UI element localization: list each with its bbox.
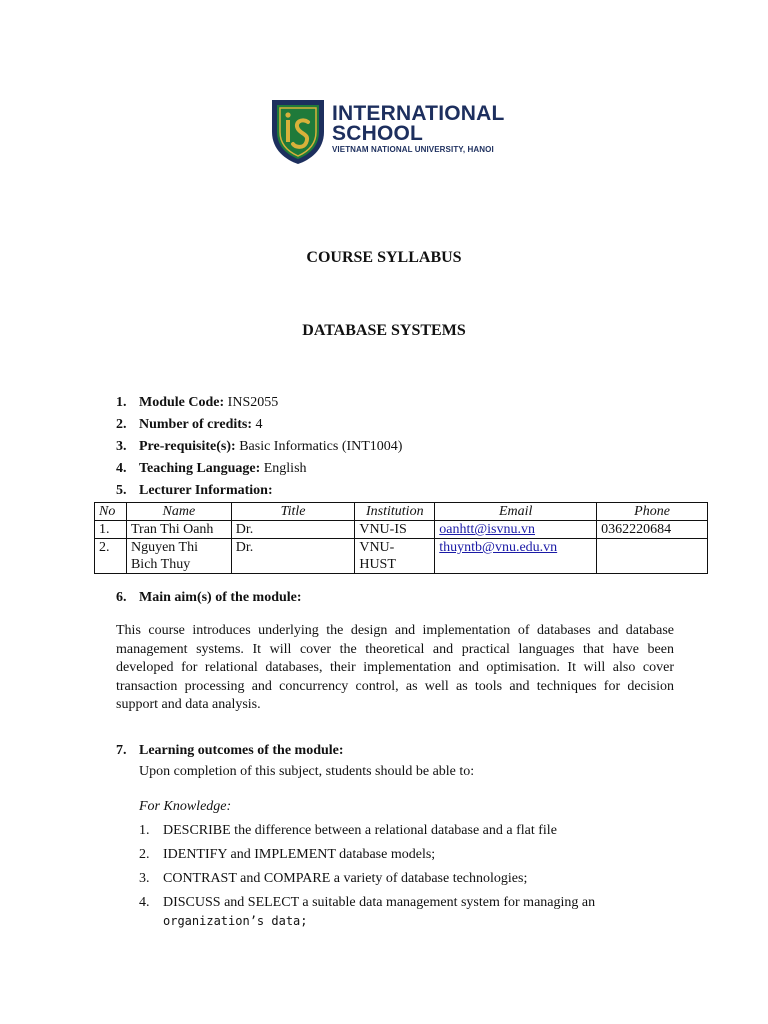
logo-line-1: INTERNATIONAL bbox=[332, 102, 505, 125]
item-number: 3. bbox=[139, 871, 150, 886]
col-header-no: No bbox=[95, 503, 127, 521]
info-number: 3. bbox=[116, 439, 127, 454]
col-header-name: Name bbox=[126, 503, 231, 521]
section-6-title bbox=[116, 590, 302, 606]
info-item-prerequisites bbox=[116, 436, 676, 458]
cell-title: Dr. bbox=[231, 539, 355, 574]
info-label: Number of credits: bbox=[139, 417, 253, 432]
info-value: Basic Informatics (INT1004) bbox=[235, 439, 403, 454]
learning-outcomes-list bbox=[139, 822, 675, 937]
item-number: 1. bbox=[139, 823, 150, 838]
item-text: IDENTIFY and IMPLEMENT database models; bbox=[163, 847, 436, 862]
info-label: Teaching Language: bbox=[139, 461, 261, 476]
section-label: Main aim(s) of the module: bbox=[139, 590, 302, 605]
list-item bbox=[139, 846, 675, 864]
info-value: INS2055 bbox=[224, 395, 279, 410]
table-row bbox=[95, 521, 708, 539]
item-text: DISCUSS and SELECT a suitable data management system for managing an bbox=[163, 895, 596, 910]
school-logo bbox=[270, 98, 530, 168]
section-number: 7. bbox=[116, 743, 127, 758]
info-label: Lecturer Information: bbox=[139, 483, 273, 498]
info-value: English bbox=[260, 461, 307, 476]
col-header-title: Title bbox=[231, 503, 355, 521]
section-label: Learning outcomes of the module: bbox=[139, 743, 344, 758]
course-info-list bbox=[116, 392, 676, 502]
logo-line-2: SCHOOL bbox=[332, 122, 424, 145]
cell-no: 2. bbox=[95, 539, 127, 574]
info-item-module-code bbox=[116, 392, 676, 414]
cell-institution: VNU-HUST bbox=[355, 539, 435, 574]
info-number: 4. bbox=[116, 461, 127, 476]
item-text-continuation: organization’s data; bbox=[163, 914, 308, 928]
list-item bbox=[139, 894, 675, 931]
cell-email bbox=[435, 521, 597, 539]
list-item bbox=[139, 870, 675, 888]
lecturer-table bbox=[94, 502, 708, 574]
info-item-lecturers bbox=[116, 480, 676, 502]
info-label: Pre-requisite(s): bbox=[139, 439, 236, 454]
cell-institution: VNU-IS bbox=[355, 521, 435, 539]
col-header-phone: Phone bbox=[597, 503, 708, 521]
knowledge-subheading: For Knowledge: bbox=[139, 799, 232, 814]
section-6-paragraph: This course introduces underlying the design and implementation of databases and database management systems. It will cover the theoretical and practical languages that have been developed for relational databases, their implementation and optimisation. It will also cover transaction processing and concurrency control, as well as tools and techniques for decision support and data analysis. bbox=[116, 623, 674, 712]
document-title: COURSE SYLLABUS bbox=[306, 249, 462, 266]
item-number: 4. bbox=[139, 895, 150, 910]
item-text: CONTRAST and COMPARE a variety of database technologies; bbox=[163, 871, 528, 886]
info-item-credits bbox=[116, 414, 676, 436]
item-text: DESCRIBE the difference between a relational database and a flat file bbox=[163, 823, 557, 838]
table-header-row bbox=[95, 503, 708, 521]
section-7-intro: Upon completion of this subject, students should be able to: bbox=[139, 764, 475, 779]
info-number: 5. bbox=[116, 483, 127, 498]
info-number: 2. bbox=[116, 417, 127, 432]
cell-name: Nguyen Thi Bich Thuy bbox=[126, 539, 231, 574]
cell-title: Dr. bbox=[231, 521, 355, 539]
cell-name: Tran Thi Oanh bbox=[126, 521, 231, 539]
logo-wordmark bbox=[332, 104, 505, 155]
cell-phone: 0362220684 bbox=[597, 521, 708, 539]
info-value: 4 bbox=[252, 417, 263, 432]
email-link[interactable]: oanhtt@isvnu.vn bbox=[439, 522, 535, 537]
col-header-institution: Institution bbox=[355, 503, 435, 521]
shield-logo-icon bbox=[270, 98, 326, 166]
info-number: 1. bbox=[116, 395, 127, 410]
course-name: DATABASE SYSTEMS bbox=[302, 322, 466, 339]
cell-phone bbox=[597, 539, 708, 574]
logo-line-3: VIETNAM NATIONAL UNIVERSITY, HANOI bbox=[332, 145, 494, 154]
list-item bbox=[139, 822, 675, 840]
cell-email bbox=[435, 539, 597, 574]
item-number: 2. bbox=[139, 847, 150, 862]
section-number: 6. bbox=[116, 590, 127, 605]
section-7-title bbox=[116, 743, 344, 759]
table-row bbox=[95, 539, 708, 574]
cell-no: 1. bbox=[95, 521, 127, 539]
col-header-email: Email bbox=[435, 503, 597, 521]
email-link[interactable]: thuyntb@vnu.edu.vn bbox=[439, 540, 558, 555]
info-item-language bbox=[116, 458, 676, 480]
info-label: Module Code: bbox=[139, 395, 225, 410]
